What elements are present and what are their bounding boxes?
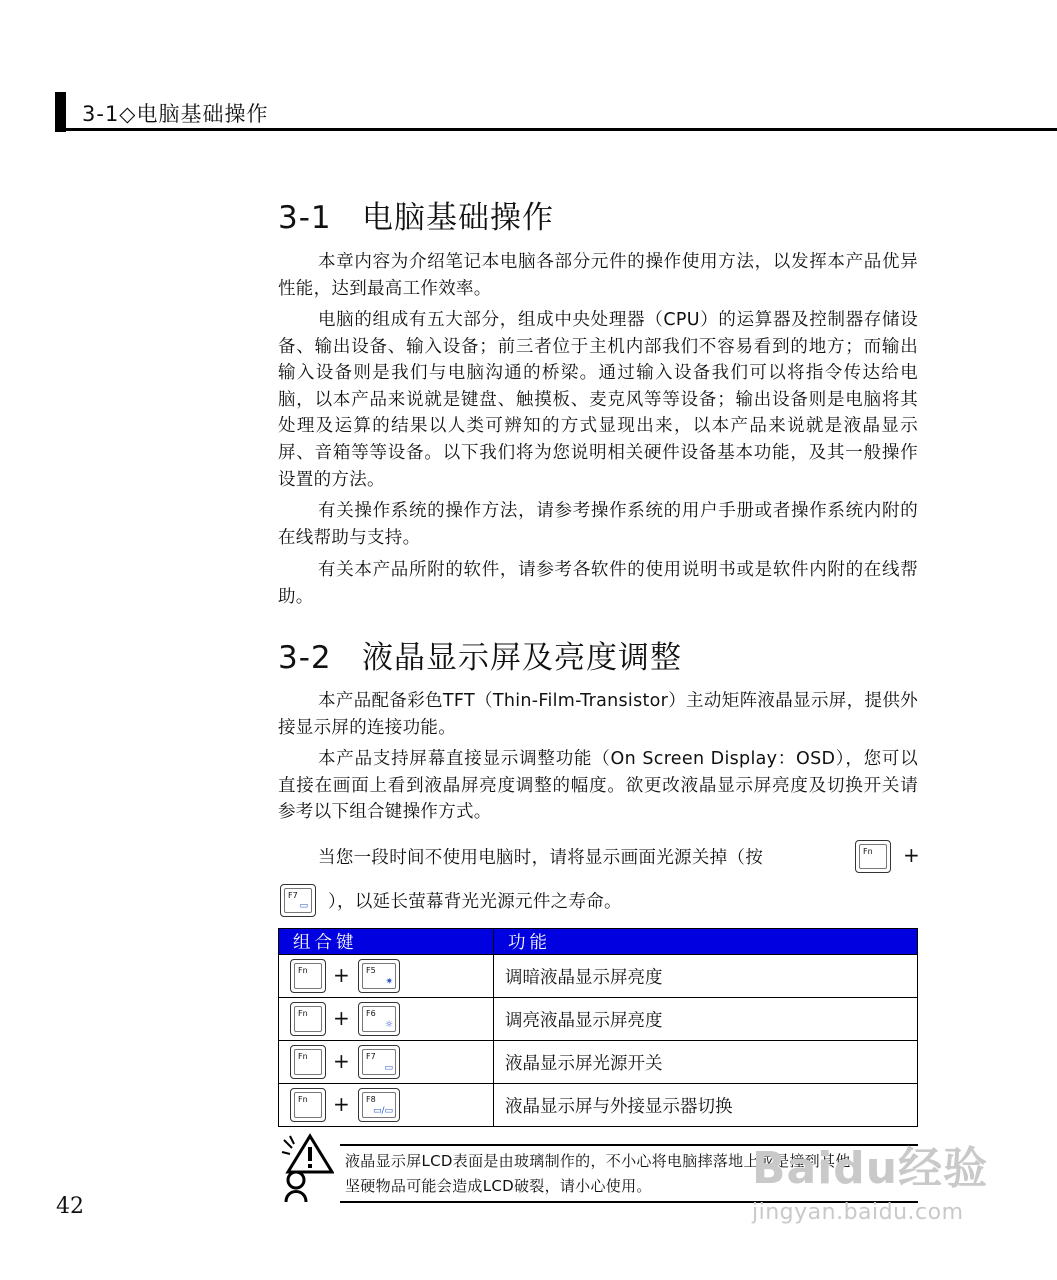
section-2-paragraph-2: 本产品支持屏幕直接显示调整功能（On Screen Display：OSD），您可以直接在画面上看到液晶屏亮度调整的幅度。欲更改液晶显示屏亮度及切换开关请参考以下组合键操作方式。 (278, 749, 918, 823)
function-cell: 调暗液晶显示屏亮度 (494, 955, 918, 998)
sun-dim-icon: ✷ (385, 977, 393, 987)
table-header-keys: 组合键 (279, 929, 494, 955)
f8-key-icon (358, 1088, 400, 1122)
plus-sign: + (333, 1006, 350, 1030)
section-2-paragraph-1: 本产品配备彩色TFT（Thin-Film-Transistor）主动矩阵液晶显示屏，提供外接显示屏的连接功能。 (278, 691, 918, 738)
caution-note (345, 1149, 915, 1199)
section-1-paragraph-1: 本章内容为介绍笔记本电脑各部分元件的操作使用方法，以发挥本产品优异性能，达到最高工作效率。 (278, 252, 918, 299)
f5-key-icon (358, 959, 400, 993)
key-combo-cell (279, 955, 494, 998)
fn-key-label: Fn (863, 847, 873, 856)
sun-bright-icon: ☼ (384, 1020, 393, 1030)
watermark-logo: Baidu经验 (752, 1143, 989, 1194)
f7-key-label: F7 (366, 1052, 376, 1061)
key-combo-cell (279, 1041, 494, 1084)
caution-note-line-2: 坚硬物品可能会造成LCD破裂，请小心使用。 (345, 1177, 652, 1195)
caution-note-line-1: 液晶显示屏LCD表面是由玻璃制作的，不小心将电脑摔落地上或是撞到其他 (345, 1152, 851, 1170)
function-key-table (278, 928, 918, 1127)
f7-key-icon (358, 1045, 400, 1079)
section-1-heading (278, 192, 554, 237)
fn-key-icon (290, 1088, 326, 1122)
plus-sign: + (333, 1049, 350, 1073)
f7-key-label: F7 (288, 891, 298, 900)
section-1-paragraph-2: 电脑的组成有五大部分，组成中央处理器（CPU）的运算器及控制器存储设备、输出设备、输入设备；前三者位于主机内部我们不容易看到的地方；而输出输入设备则是我们与电脑沟通的桥梁。通过输入设备我们可以将指令传达给电脑，以本产品来说就是键盘、触摸板、麦克风等等设备；输出设备则是电脑将其处理及运算的结果以人类可辨知的方式显现出来，以本产品来说就是液晶显示屏、音箱等等设备。以下我们将为您说明相关硬件设备基本功能，及其一般操作设置的方法。 (278, 310, 918, 490)
section-1-title: 电脑基础操作 (362, 200, 554, 236)
fn-key-icon (290, 959, 326, 993)
display-switch-icon: ▭/▭ (372, 1106, 393, 1116)
fn-key-label: Fn (298, 1052, 308, 1061)
plus-sign: + (903, 843, 920, 867)
fn-key-icon (290, 1002, 326, 1036)
plus-sign: + (333, 963, 350, 987)
note-top-rule (340, 1144, 918, 1146)
page-number: 42 (56, 1194, 84, 1219)
section-1-paragraph-4: 有关本产品所附的软件，请参考各软件的使用说明书或是软件内附的在线帮助。 (278, 560, 918, 607)
function-cell: 液晶显示屏与外接显示器切换 (494, 1084, 918, 1127)
table-row (279, 955, 918, 998)
key-combo-cell (279, 998, 494, 1041)
warning-icon (280, 1132, 334, 1204)
display-off-icon: ▭ (299, 901, 308, 911)
running-header: 3-1◇电脑基础操作 (82, 102, 269, 126)
header-rule (55, 128, 1057, 131)
f5-key-label: F5 (366, 966, 376, 975)
table-header-function: 功能 (494, 929, 918, 955)
f7-key-icon (280, 884, 316, 917)
table-header-row (279, 929, 918, 955)
f6-key-icon (358, 1002, 400, 1036)
section-2-title: 液晶显示屏及亮度调整 (362, 640, 682, 676)
fn-key-icon (290, 1045, 326, 1079)
display-off-icon: ▭ (384, 1063, 393, 1073)
header-bar (55, 92, 66, 132)
watermark-url: jingyan.baidu.com (752, 1200, 964, 1225)
section-1-paragraph-3: 有关操作系统的操作方法，请参考操作系统的用户手册或者操作系统内附的在线帮助与支持。 (278, 501, 918, 548)
f6-key-label: F6 (366, 1009, 376, 1018)
function-cell: 调亮液晶显示屏亮度 (494, 998, 918, 1041)
section-1-number: 3-1 (278, 200, 332, 236)
section-2-number: 3-2 (278, 640, 332, 676)
fn-key-label: Fn (298, 1095, 308, 1104)
plus-sign: + (333, 1092, 350, 1116)
table-row (279, 1084, 918, 1127)
section-2-heading (278, 632, 682, 677)
note-bottom-rule (340, 1201, 918, 1203)
f8-key-label: F8 (366, 1095, 376, 1104)
fn-key-label: Fn (298, 1009, 308, 1018)
fn-key-label: Fn (298, 966, 308, 975)
fn-key-icon (855, 840, 891, 873)
inline-instruction-a: 当您一段时间不使用电脑时，请将显示画面光源关掉（按 (318, 848, 763, 868)
function-cell: 液晶显示屏光源开关 (494, 1041, 918, 1084)
table-row (279, 998, 918, 1041)
inline-instruction-b: ），以延长萤幕背光光源元件之寿命。 (328, 892, 622, 912)
table-row (279, 1041, 918, 1084)
key-combo-cell (279, 1084, 494, 1127)
